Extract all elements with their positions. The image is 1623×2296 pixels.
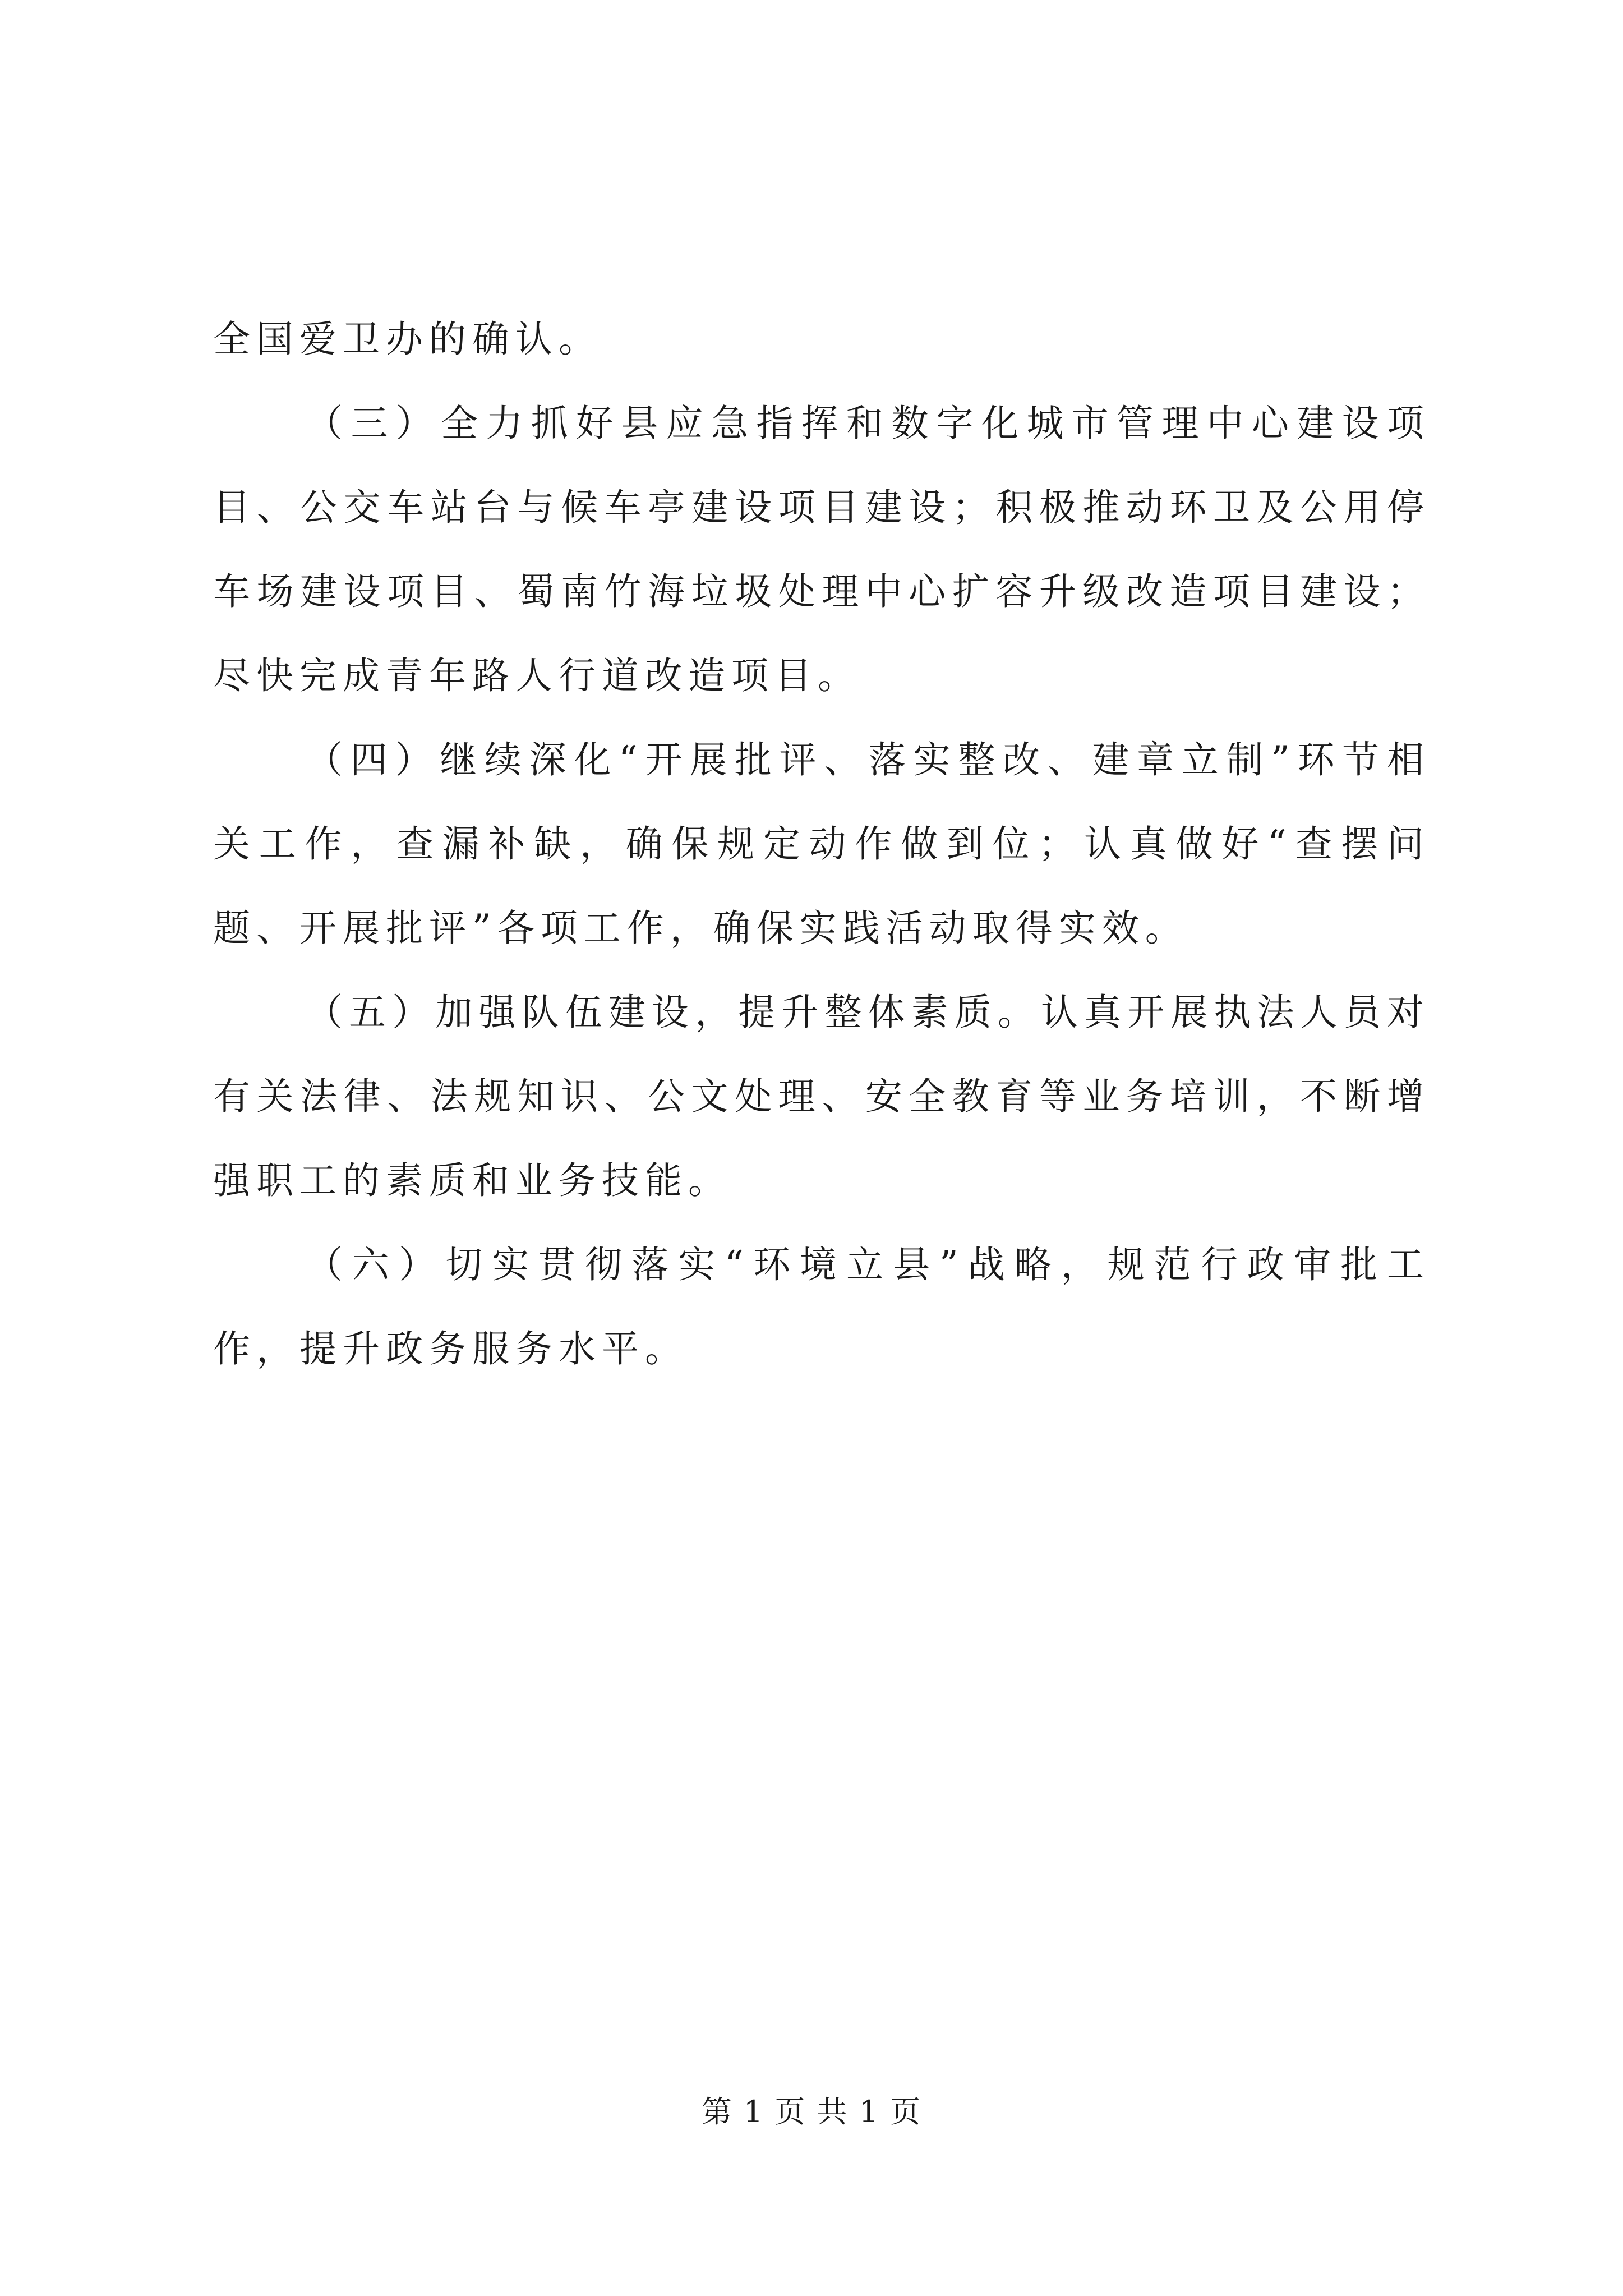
paragraph-continuation: 全国爱卫办的确认。 xyxy=(213,318,602,361)
document-body xyxy=(213,297,1430,1391)
paragraph-item-5: （五）加强队伍建设，提升整体素质。认真开展执法人员对有关法律、法规知识、公文处理、安全教育等业务培训，不断增强职工的素质和业务技能。 xyxy=(213,991,1430,1202)
paragraph-item-3: （三）全力抓好县应急指挥和数字化城市管理中心建设项目、公交车站台与候车亭建设项目建设；积极推动环卫及公用停车场建设项目、蜀南竹海垃圾处理中心扩容升级改造项目建设；尽快完成青年路人行道改造项目。 xyxy=(213,402,1430,697)
page-number-footer: 第 1 页 共 1 页 xyxy=(701,2094,922,2129)
paragraph-item-6: （六）切实贯彻落实“环境立县”战略，规范行政审批工作，提升政务服务水平。 xyxy=(213,1243,1430,1370)
paragraph-item-4: （四）继续深化“开展批评、落实整改、建章立制”环节相关工作，查漏补缺，确保规定动作做到位；认真做好“查摆问题、开展批评”各项工作，确保实践活动取得实效。 xyxy=(213,738,1430,950)
